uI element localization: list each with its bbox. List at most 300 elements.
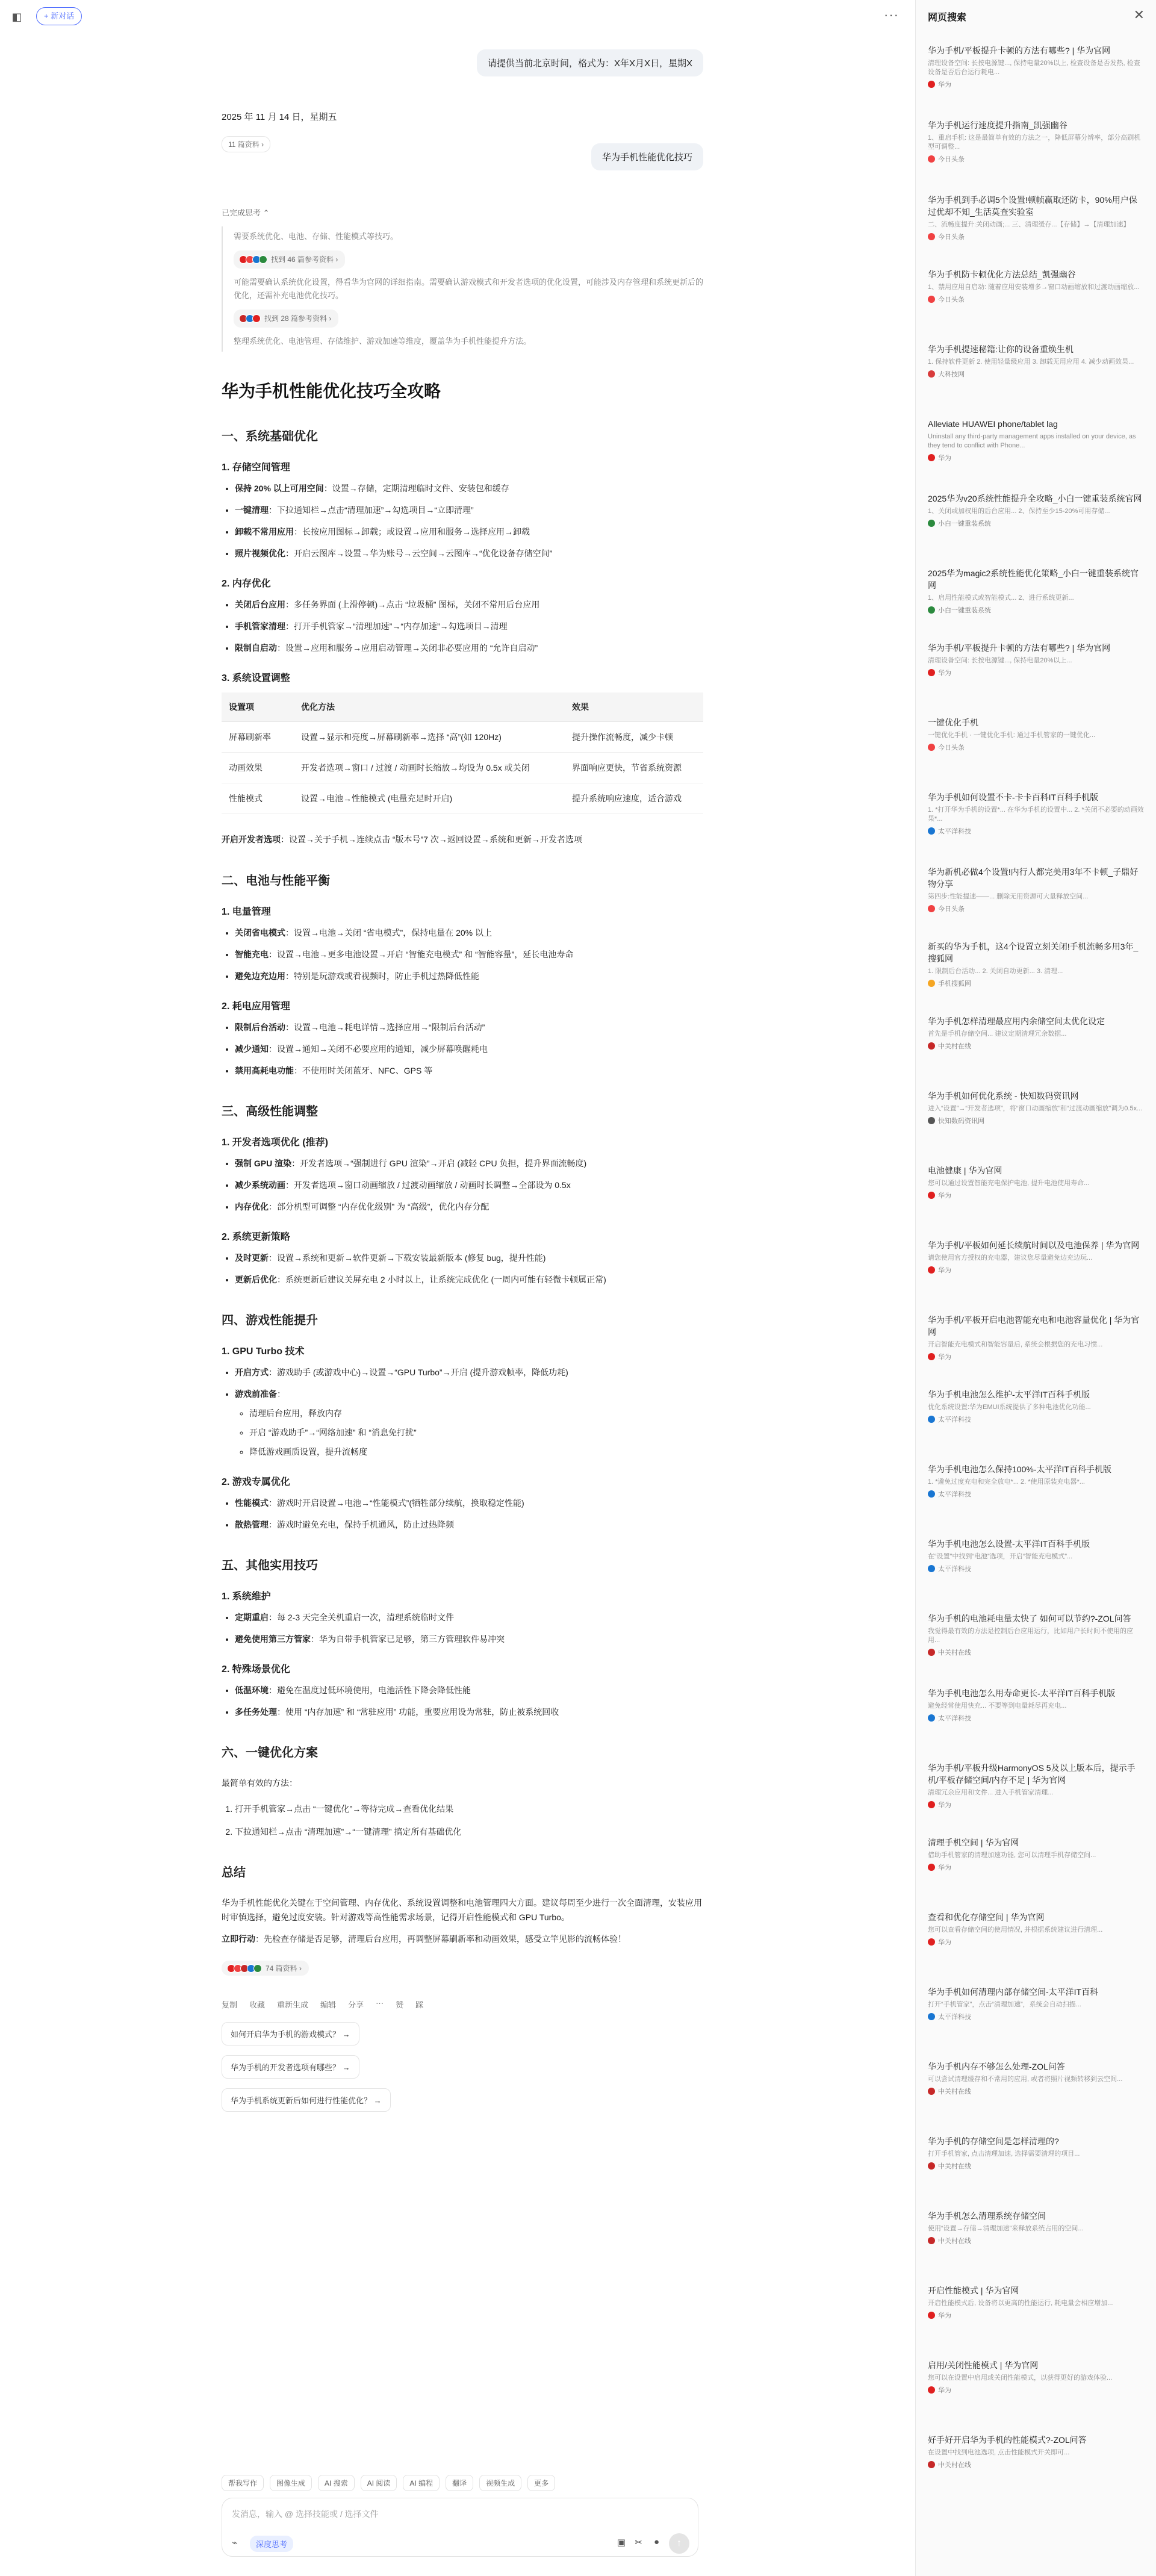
- search-result-title[interactable]: 华为手机/平板提升卡顿的方法有哪些? | 华为官网: [928, 46, 1111, 55]
- search-result-snippet: 开启性能模式后, 设备将以更高的性能运行, 耗电量会相应增加...: [928, 2300, 1113, 2307]
- search-result-item[interactable]: [928, 1314, 1145, 1389]
- list-item: • 性能模式：游戏时开启设置→电池→“性能模式”(牺牲部分续航，换取稳定性能): [235, 1496, 703, 1510]
- search-result-source: [928, 1414, 1145, 1424]
- sub-list-item: ◦ 清理后台应用，释放内存: [249, 1407, 703, 1420]
- table-cell: 开发者选项→窗口 / 过渡 / 动画时长缩放→均设为 0.5x 或关闭: [294, 753, 565, 783]
- subsection-heading: 2. 内存优化: [222, 579, 271, 589]
- search-result-title[interactable]: 华为手机如何设置不卡-卡卡百科IT百科手机版: [928, 792, 1099, 802]
- subsection-heading: 1. 存储空间管理: [222, 462, 290, 473]
- search-result-item[interactable]: [928, 642, 1145, 717]
- search-result-source: [928, 2161, 1145, 2171]
- source-favicon-icon: [928, 1042, 935, 1050]
- list-item: • 及时更新：设置→系统和更新→软件更新→下载安装最新版本 (修复 bug，提升性能): [235, 1251, 703, 1265]
- search-result-source: [928, 79, 1145, 89]
- section-heading: 三、高级性能调整: [222, 1105, 318, 1118]
- thinking-panel: [222, 226, 703, 352]
- sub-list-item: ◦ 降低游戏画质设置，提升流畅度: [249, 1445, 703, 1458]
- table-cell: 提升操作流畅度，减少卡顿: [565, 722, 703, 753]
- sidebar-toggle-icon[interactable]: ◧: [11, 11, 22, 23]
- close-icon[interactable]: ✕: [1133, 7, 1145, 22]
- top-bar: [0, 0, 915, 34]
- search-result-snippet: 一键优化手机 · 一键优化手机: 通过手机管家的一键优化...: [928, 732, 1096, 739]
- table-cell: 屏幕刷新率: [222, 722, 294, 753]
- answer-references-label: 74 篇资料 ›: [266, 1964, 302, 1973]
- bullet-list: [222, 1157, 703, 1213]
- skill-image-button[interactable]: 图像生成: [270, 2475, 312, 2491]
- skill-translate-button[interactable]: 翻译: [446, 2475, 473, 2491]
- search-result-item[interactable]: [928, 1389, 1145, 1463]
- search-result-source: [928, 453, 1145, 462]
- search-result-title[interactable]: 启用/关闭性能模式 | 华为官网: [928, 2360, 1039, 2370]
- source-name: 中关村在线: [938, 2238, 971, 2245]
- search-result-source: [928, 1265, 1145, 1275]
- search-result-item[interactable]: [928, 2210, 1145, 2285]
- follow-up-suggestions: [222, 2022, 703, 2112]
- search-result-item[interactable]: [928, 343, 1145, 418]
- search-result-source: [928, 668, 1145, 677]
- message-composer[interactable]: [222, 2498, 698, 2557]
- bullet-list: [222, 1021, 703, 1077]
- source-favicon-icon: [928, 1714, 935, 1722]
- search-result-title[interactable]: 华为手机电池怎么维护-太平洋IT百科手机版: [928, 1390, 1090, 1399]
- step-item: 1. 打开手机管家→点击 “一键优化”→等待完成→查看优化结果: [235, 1802, 703, 1815]
- source-favicon-icon: [928, 1864, 935, 1871]
- search-result-snippet: 避免经常使用快充... 不要等到电量耗尽再充电...: [928, 1702, 1067, 1710]
- search-result-source: [928, 1489, 1145, 1499]
- search-result-snippet: 1、关闭或加权用的后台应用... 2、保持至少15-20%可用存储...: [928, 508, 1110, 515]
- bullet-list: [222, 598, 703, 655]
- table-cell: 设置→电池→性能模式 (电量充足时开启): [294, 783, 565, 814]
- panel-title: 网页搜索: [928, 13, 967, 23]
- edit-button[interactable]: 编辑: [320, 2000, 337, 2009]
- suggestion-chip[interactable]: 华为手机系统更新后如何进行性能优化？ →: [222, 2088, 391, 2112]
- list-item: • 减少系统动画：开发者选项→窗口动画缩放 / 过渡动画缩放 / 动画时长调整→全部设为 0.5x: [235, 1178, 703, 1192]
- source-favicon-icon: [928, 1649, 935, 1656]
- skill-search-button[interactable]: AI 搜索: [318, 2475, 355, 2491]
- search-result-item[interactable]: [928, 866, 1145, 941]
- search-result-title[interactable]: 华为手机如何清理内部存储空间-太平洋IT百科: [928, 1987, 1099, 1997]
- table-row: [222, 783, 703, 814]
- search-result-title[interactable]: 查看和优化存储空间 | 华为官网: [928, 1912, 1045, 1922]
- skill-code-button[interactable]: AI 编程: [403, 2475, 440, 2491]
- source-favicons: [229, 1964, 262, 1973]
- bookmark-icon[interactable]: 收藏: [249, 2000, 266, 2009]
- skill-read-button[interactable]: AI 阅读: [361, 2475, 397, 2491]
- search-result-title[interactable]: 华为手机电池怎么用寿命更长-太平洋IT百科手机版: [928, 1688, 1116, 1698]
- subsection-heading: 2. 系统更新策略: [222, 1232, 290, 1242]
- search-result-title[interactable]: 2025华为v20系统性能提升全攻略_小白一键重装系统官网: [928, 494, 1142, 503]
- source-name: 中关村在线: [938, 2163, 971, 2170]
- source-favicon-icon: [928, 1117, 935, 1124]
- thinking-reference-label-2: 找到 28 篇参考资料 ›: [264, 314, 332, 323]
- list-item: • 卸载不常用应用：长按应用图标→卸载；或设置→应用和服务→选择应用→卸载: [235, 525, 703, 538]
- source-favicon-icon: [928, 2162, 935, 2170]
- search-result-snippet: 1. *打开华为手机的设置*... 在华为手机的设置中... 2. *关闭不必要的动画效果*...: [928, 806, 1144, 823]
- source-favicon-icon: [928, 827, 935, 835]
- search-result-item[interactable]: [928, 941, 1145, 1015]
- search-result-item[interactable]: [928, 2285, 1145, 2359]
- search-result-title[interactable]: 一键优化手机: [928, 718, 978, 727]
- search-result-source: [928, 369, 1145, 379]
- search-result-title[interactable]: 华为手机电池怎么设置-太平洋IT百科手机版: [928, 1539, 1090, 1549]
- source-name: 华为: [938, 1267, 951, 1274]
- search-result-snippet: 打开“手机管家”，点击“清理加速”，系统会自动扫描...: [928, 2001, 1081, 2008]
- thinking-reference-chip-1[interactable]: [234, 250, 345, 269]
- source-name: 中关村在线: [938, 2088, 971, 2095]
- search-result-title[interactable]: 华为手机/平板升级HarmonyOS 5及以上版本后，提示手机/平板存储空间/内存不足 | 华为官网: [928, 1763, 1136, 1785]
- source-name: 小白一键重装系统: [938, 607, 991, 614]
- section-heading: 四、游戏性能提升: [222, 1314, 318, 1327]
- source-name: 中关村在线: [938, 2462, 971, 2469]
- source-name: 华为: [938, 1864, 951, 1871]
- search-result-title[interactable]: 华为手机的电池耗电量太快了 如何可以节约?-ZOL问答: [928, 1614, 1131, 1623]
- list-item: • 内存优化：部分机型可调整 “内存优化级别” 为 “高级”，优化内存分配: [235, 1200, 703, 1213]
- search-result-snippet: 1、禁用应用自启动: 随着应用安装增多→窗口动画缩放和过渡动画缩放...: [928, 284, 1140, 291]
- search-result-source: [928, 2012, 1145, 2021]
- search-result-title[interactable]: 华为手机怎样清理最应用内余储空间太优化设定: [928, 1016, 1105, 1026]
- list-item: • 低温环境：避免在温度过低环境使用，电池活性下降会降低性能: [235, 1684, 703, 1697]
- search-result-snippet: 清理冗余应用和文件... 进入手机管家清理...: [928, 1789, 1054, 1796]
- step-item: 2. 下拉通知栏→点击 “清理加速”→“一键清理” 搞定所有基础优化: [235, 1825, 703, 1838]
- deep-think-toggle[interactable]: 深度思考: [250, 2536, 293, 2552]
- source-favicon-icon: [928, 370, 935, 378]
- search-result-title[interactable]: 华为手机电池怎么保持100%-太平洋IT百科手机版: [928, 1464, 1111, 1474]
- source-favicon-icon: [928, 2312, 935, 2319]
- search-result-source: [928, 232, 1145, 241]
- search-result-snippet: 清理设备空间: 长按电源键..., 保持电量20%以上, 检查设备是否发热, 检查设备是否后台运行耗电...: [928, 60, 1140, 76]
- source-favicon-icon: [928, 2088, 935, 2095]
- table-header-row: [222, 692, 703, 722]
- developer-options-tip: 开启开发者选项：设置→关于手机→连续点击 “版本号”7 次→返回设置→系统和更新→开发者选项: [222, 835, 582, 844]
- list-item: • 定期重启：每 2-3 天完全关机重启一次，清理系统临时文件: [235, 1611, 703, 1624]
- suggestion-chip[interactable]: 如何开启华为手机的游戏模式？ →: [222, 2022, 359, 2046]
- search-result-item[interactable]: [928, 1239, 1145, 1314]
- search-result-title[interactable]: 华为手机如何优化系统 - 快知数码资讯网: [928, 1091, 1079, 1101]
- microphone-icon[interactable]: ●: [653, 2537, 659, 2547]
- list-item: • 开启方式：游戏助手 (或游戏中心)→设置→“GPU Turbo”→开启 (提升游戏帧率，降低功耗): [235, 1366, 703, 1379]
- skill-write-button[interactable]: 帮我写作: [222, 2475, 264, 2491]
- source-name: 太平洋科技: [938, 2014, 971, 2021]
- source-favicon-icon: [928, 296, 935, 303]
- source-favicon-icon: [928, 1490, 935, 1498]
- search-result-source: [928, 1190, 1145, 1200]
- source-name: 华为: [938, 455, 951, 462]
- search-result-title[interactable]: 好手好开启华为手机的性能模式?-ZOL问答: [928, 2435, 1087, 2445]
- subsection-heading: 1. GPU Turbo 技术: [222, 1346, 305, 1357]
- search-result-title[interactable]: 华为手机到手必调5个设置!顿帧赢取还防卡，90%用户保过优却不知_生活莫查实验室: [928, 195, 1137, 217]
- search-result-title[interactable]: 新买的华为手机，这4个设置立刻关闭!手机流畅多用3年_搜狐网: [928, 942, 1139, 963]
- list-item: • 避免使用第三方管家：华为自带手机管家已足够，第三方管理软件易冲突: [235, 1632, 703, 1646]
- table-header: 优化方法: [294, 692, 565, 722]
- source-name: 华为: [938, 1192, 951, 1199]
- list-item: • 智能充电：设置→电池→更多电池设置→开启 “智能充电模式” 和 “智能容量”，延长电池寿命: [235, 948, 703, 961]
- source-name: 今日头条: [938, 234, 965, 241]
- table-cell: 界面响应更快，节省系统资源: [565, 753, 703, 783]
- search-result-snippet: 请您使用官方授权的充电器，建议您尽量避免边充边玩...: [928, 1254, 1093, 1262]
- user-message-1: 请提供当前北京时间，格式为：X年X月X日，星期X: [477, 49, 703, 76]
- source-name: 中关村在线: [938, 1649, 971, 1657]
- search-result-snippet: 1、启用性能模式或智能模式... 2、进行系统更新...: [928, 594, 1074, 602]
- thumbs-down-icon[interactable]: 踩: [415, 2000, 424, 2009]
- list-item: • 减少通知：设置→通知→关闭不必要应用的通知，减少屏幕唤醒耗电: [235, 1042, 703, 1056]
- search-result-snippet: 1. *避免过度充电和完全放电*... 2. *使用原装充电器*...: [928, 1478, 1085, 1486]
- list-item: • 一键清理：下拉通知栏→点击“清理加速”→勾选项目→“立即清理”: [235, 503, 703, 517]
- source-favicon-icon: [928, 744, 935, 751]
- search-result-snippet: 在设置中找到电池选项, 点击性能模式开关即可...: [928, 2449, 1070, 2456]
- thinking-toggle[interactable]: 已完成思考 ⌃: [222, 208, 270, 217]
- search-result-item[interactable]: [928, 1015, 1145, 1090]
- search-result-item[interactable]: [928, 717, 1145, 791]
- search-result-snippet: 1. 限制后台活动... 2. 关闭自动更新... 3. 清理...: [928, 968, 1063, 975]
- source-name: 小白一键重装系统: [938, 520, 991, 527]
- source-name: 太平洋科技: [938, 1416, 971, 1423]
- search-result-title[interactable]: 华为手机/平板开启电池智能充电和电池容量优化 | 华为官网: [928, 1315, 1140, 1337]
- summary-text: 华为手机性能优化关键在于空间管理、内存优化、系统设置调整和电池管理四大方面。建议每周至少进行一次全面清理，安装应用时审慎选择，避免过度安装。针对游戏等高性能需求场景，记得开启性能模式和 GPU Turbo。: [222, 1898, 702, 1922]
- search-result-title[interactable]: 电池健康 | 华为官网: [928, 1166, 1002, 1175]
- source-favicon-icon: [928, 1565, 935, 1572]
- search-result-title[interactable]: 华为手机提速秘籍:让你的设备重焕生机: [928, 344, 1074, 354]
- list-item: • 保持 20% 以上可用空间：设置→存储，定期清理临时文件、安装包和缓存: [235, 482, 703, 495]
- search-result-source: [928, 1116, 1145, 1125]
- source-name: 太平洋科技: [938, 1491, 971, 1498]
- thinking-reference-label-1: 找到 46 篇参考资料 ›: [271, 255, 338, 264]
- search-result-snippet: 二、流畅度提升:关闭动画;... 三、清理缓存...【存储】→【清理加速】: [928, 221, 1130, 228]
- search-result-snippet: 优化系统设置:华为EMUI系统提供了多种电池优化功能...: [928, 1404, 1091, 1411]
- search-result-item[interactable]: [928, 1165, 1145, 1239]
- search-result-item[interactable]: [928, 1613, 1145, 1687]
- source-favicon-icon: [928, 1416, 935, 1423]
- source-favicon-icon: [928, 1192, 935, 1199]
- search-result-source: [928, 1564, 1145, 1573]
- search-result-item[interactable]: [928, 1986, 1145, 2061]
- search-result-snippet: 可以尝试清理缓存和不常用的应用, 或者将照片视频转移到云空间...: [928, 2076, 1123, 2083]
- assistant-reply-1: 2025 年 11 月 14 日，星期五: [222, 112, 337, 122]
- list-item: • 多任务处理：使用 “内存加速” 和 “常驻应用” 功能，重要应用设为常驻，防止被系统回收: [235, 1705, 703, 1719]
- source-name: 华为: [938, 1939, 951, 1946]
- search-result-item[interactable]: [928, 1762, 1145, 1837]
- source-favicon-icon: [928, 2461, 935, 2468]
- search-result-snippet: 您可以查看存储空间的使用情况, 并根据系统建议进行清理...: [928, 1926, 1103, 1934]
- thinking-reference-chip-2[interactable]: [234, 310, 338, 328]
- search-result-source: [928, 904, 1145, 913]
- source-name: 华为: [938, 670, 951, 677]
- search-result-source: [928, 742, 1145, 752]
- settings-table: [222, 692, 703, 814]
- table-row: [222, 753, 703, 783]
- sub-list: [235, 1407, 703, 1458]
- search-result-title[interactable]: 华为手机/平板提升卡顿的方法有哪些? | 华为官网: [928, 643, 1111, 653]
- source-favicon-icon: [928, 2386, 935, 2394]
- share-button[interactable]: 分享: [348, 2000, 364, 2009]
- search-result-title[interactable]: 华为手机/平板如何延长续航时间以及电池保养 | 华为官网: [928, 1240, 1140, 1250]
- search-result-item[interactable]: [928, 45, 1145, 119]
- web-search-panel: [915, 0, 1156, 2576]
- search-result-source: [928, 1647, 1145, 1657]
- search-result-item[interactable]: [928, 2434, 1145, 2509]
- suggestion-chip[interactable]: 华为手机的开发者选项有哪些？ →: [222, 2055, 359, 2079]
- more-actions-icon[interactable]: ···: [376, 1999, 384, 2008]
- search-result-snippet: 我觉得最有效的方法是控制后台应用运行，比如用户长时间不使用的应用...: [928, 1628, 1133, 1644]
- source-favicon-icon: [928, 233, 935, 240]
- table-cell: 性能模式: [222, 783, 294, 814]
- search-result-snippet: 您可以在设置中启用或关闭性能模式，以获得更好的游戏体验...: [928, 2374, 1113, 2382]
- search-result-source: [928, 978, 1145, 988]
- list-item: • 禁用高耗电功能：不使用时关闭蓝牙、NFC、GPS 等: [235, 1064, 703, 1077]
- search-result-source: [928, 2236, 1145, 2245]
- source-name: 今日头条: [938, 744, 965, 751]
- section-heading: 六、一键优化方案: [222, 1746, 318, 1759]
- list-item: • 避免边充边用：特别是玩游戏或看视频时，防止手机过热降低性能: [235, 969, 703, 983]
- search-result-title[interactable]: 华为手机运行速度提升指南_凯强幽谷: [928, 120, 1067, 130]
- search-result-item[interactable]: [928, 1538, 1145, 1613]
- source-favicons: [241, 314, 261, 323]
- search-result-source: [928, 1800, 1145, 1809]
- subsection-heading: 1. 开发者选项优化 (推荐): [222, 1137, 328, 1148]
- search-result-item[interactable]: [928, 2061, 1145, 2135]
- thumbs-up-icon[interactable]: 赞: [396, 2000, 404, 2009]
- search-result-title[interactable]: 华为手机防卡顿优化方法总结_凯强幽谷: [928, 270, 1076, 279]
- search-result-item[interactable]: [928, 1837, 1145, 1911]
- search-result-source: [928, 154, 1145, 164]
- send-button[interactable]: ↑: [669, 2533, 689, 2554]
- subsection-heading: 3. 系统设置调整: [222, 673, 290, 683]
- one-click-intro: 最简单有效的方法：: [222, 1778, 297, 1788]
- message-actions: [222, 1999, 703, 2010]
- bullet-list: [222, 1611, 703, 1646]
- scissors-icon[interactable]: ✂: [635, 2537, 642, 2548]
- search-result-snippet: 1. 保持软件更新 2. 使用轻量级应用 3. 卸载无用应用 4. 减少动画效果...: [928, 358, 1134, 366]
- thinking-text-2: 可能需要确认系统优化设置，得看华为官网的详细指南。需要确认游戏模式和开发者选项的优化设置，可能涉及内存管理和系统更新后的优化，还需补充电池优化技巧。: [234, 278, 704, 300]
- section-heading: 一、系统基础优化: [222, 430, 318, 443]
- search-result-source: [928, 1041, 1145, 1051]
- search-result-snippet: Uninstall any third-party management apps installed on your device, as they tend to conflict with Phone...: [928, 433, 1136, 449]
- source-favicon-icon: [928, 520, 935, 527]
- list-item: • 散热管理：游戏时避免充电，保持手机通风，防止过热降频: [235, 1518, 703, 1531]
- source-name: 快知数码资讯网: [938, 1118, 984, 1125]
- source-favicon-icon: [928, 606, 935, 614]
- search-result-title[interactable]: 开启性能模式 | 华为官网: [928, 2286, 1019, 2295]
- answer-references-chip[interactable]: [222, 1961, 309, 1976]
- table-cell: 设置→显示和亮度→屏幕刷新率→选择 “高”(如 120Hz): [294, 722, 565, 753]
- subsection-heading: 1. 电量管理: [222, 907, 271, 917]
- search-result-source: [928, 1862, 1145, 1872]
- source-name: 华为: [938, 1354, 951, 1361]
- regenerate-icon[interactable]: 重新生成: [277, 2000, 309, 2009]
- search-result-source: [928, 518, 1145, 528]
- search-result-snippet: 首先是手机存储空间... 建议定期清理冗余数据...: [928, 1030, 1067, 1038]
- call-to-action: 立即行动：先检查存储是否足够，清理后台应用，再调整屏幕刷新率和动画效果，感受立竿见影的流畅体验！: [222, 1934, 626, 1944]
- attach-icon[interactable]: ⌁: [232, 2538, 238, 2548]
- bullet-list: [222, 1684, 703, 1719]
- search-result-snippet: 打开手机管家, 点击清理加速, 选择需要清理的项目...: [928, 2150, 1080, 2158]
- source-favicon-icon: [928, 669, 935, 676]
- search-result-title[interactable]: 清理手机空间 | 华为官网: [928, 1838, 1019, 1847]
- search-result-snippet: 第四步:性能提速——... 删除无用资源可大量释放空间...: [928, 893, 1089, 900]
- source-favicon-icon: [928, 1938, 935, 1946]
- search-result-snippet: 进入“设置”→“开发者选项”，将“窗口动画缩放”和“过渡动画缩放”调为0.5x...: [928, 1105, 1143, 1112]
- search-result-item[interactable]: [928, 194, 1145, 269]
- search-result-item[interactable]: [928, 1090, 1145, 1165]
- search-result-item[interactable]: [928, 493, 1145, 567]
- table-cell: 动画效果: [222, 753, 294, 783]
- source-name: 手机搜狐网: [938, 980, 971, 988]
- search-result-title[interactable]: 华为手机的存储空间是怎样清理的?: [928, 2136, 1059, 2146]
- search-result-snippet: 开启智能充电模式和智能容量后, 系统会根据您的充电习惯...: [928, 1341, 1103, 1348]
- bullet-list: [222, 1251, 703, 1286]
- search-result-snippet: 在“设置”中找到“电池”选项，开启“智能充电模式”...: [928, 1553, 1073, 1560]
- list-item: • 更新后优化：系统更新后建议关屏充电 2 小时以上，让系统完成优化 (一周内可能有轻微卡顿属正常): [235, 1273, 703, 1286]
- search-result-snippet: 1、重启手机: 这是最简单有效的方法之一，降低屏幕分辨率，部分高刷机型可调整...: [928, 134, 1141, 151]
- source-favicons: [241, 255, 267, 264]
- source-name: 华为: [938, 1802, 951, 1809]
- skill-more-button[interactable]: 更多: [527, 2475, 555, 2491]
- list-item: • 手机管家清理：打开手机管家→“清理加速”→“内存加速”→勾选项目→清理: [235, 620, 703, 633]
- copy-icon[interactable]: 复制: [222, 2000, 238, 2009]
- search-result-source: [928, 2385, 1145, 2395]
- search-result-item[interactable]: [928, 269, 1145, 343]
- subsection-heading: 1. 系统维护: [222, 1591, 271, 1602]
- search-result-item[interactable]: [928, 2135, 1145, 2210]
- source-name: 中关村在线: [938, 1043, 971, 1050]
- article-title: 华为手机性能优化技巧全攻略: [222, 382, 441, 400]
- bullet-list: [222, 1496, 703, 1531]
- more-options-icon[interactable]: ···: [884, 7, 899, 22]
- composer-placeholder[interactable]: 发消息，输入 @ 选择技能或 / 选择文件: [232, 2509, 379, 2519]
- table-header: 效果: [565, 692, 703, 722]
- search-result-item[interactable]: [928, 1463, 1145, 1538]
- search-result-title[interactable]: 华为手机内存不够怎么处理-ZOL问答: [928, 2062, 1065, 2071]
- source-name: 今日头条: [938, 156, 965, 163]
- bullet-list: [222, 926, 703, 983]
- search-result-title[interactable]: Alleviate HUAWEI phone/tablet lag: [928, 419, 1058, 429]
- section-heading: 二、电池与性能平衡: [222, 874, 330, 888]
- search-result-item[interactable]: [928, 1911, 1145, 1986]
- search-result-title[interactable]: 2025华为magic2系统性能优化策略_小白一键重装系统官网: [928, 568, 1139, 590]
- search-result-item[interactable]: [928, 418, 1145, 493]
- list-item: • 关闭后台应用：多任务界面 (上滑停顿)→点击 “垃圾桶” 图标，关闭不常用后台应用: [235, 598, 703, 611]
- source-name: 太平洋科技: [938, 828, 971, 835]
- source-name: 大科技网: [938, 371, 965, 378]
- source-favicon-icon: [928, 980, 935, 987]
- skill-video-button[interactable]: 视频生成: [479, 2475, 521, 2491]
- search-result-source: [928, 1352, 1145, 1361]
- search-result-item[interactable]: [928, 567, 1145, 642]
- image-icon[interactable]: ▣: [617, 2537, 626, 2548]
- skills-toolbar: [222, 2475, 555, 2491]
- summary-heading: 总结: [222, 1866, 246, 1879]
- table-row: [222, 722, 703, 753]
- search-result-source: [928, 1937, 1145, 1947]
- source-favicon-icon: [928, 905, 935, 912]
- search-result-title[interactable]: 华为手机怎么清理系统存储空间: [928, 2211, 1046, 2221]
- source-name: 太平洋科技: [938, 1715, 971, 1722]
- source-name: 今日头条: [938, 906, 965, 913]
- search-result-title[interactable]: 华为新机必做4个设置!内行人都完美用3年不卡顿_子鼎好物分享: [928, 867, 1139, 889]
- search-result-item[interactable]: [928, 2359, 1145, 2434]
- reference-chip-1[interactable]: 11 篇资料 ›: [222, 136, 270, 152]
- list-item: • 关闭省电模式：设置→电池→关闭 “省电模式”，保持电量在 20% 以上: [235, 926, 703, 939]
- list-item: • 限制自启动：设置→应用和服务→应用启动管理→关闭非必要应用的 “允许自启动”: [235, 641, 703, 655]
- new-chat-button[interactable]: + 新对话: [36, 7, 82, 25]
- source-favicon-icon: [928, 81, 935, 88]
- search-result-item[interactable]: [928, 1687, 1145, 1762]
- source-favicon-icon: [928, 2013, 935, 2020]
- bullet-list: [222, 482, 703, 560]
- search-result-item[interactable]: [928, 791, 1145, 866]
- search-result-item[interactable]: [928, 119, 1145, 194]
- subsection-heading: 2. 游戏专属优化: [222, 1477, 290, 1487]
- section-heading: 五、其他实用技巧: [222, 1559, 318, 1572]
